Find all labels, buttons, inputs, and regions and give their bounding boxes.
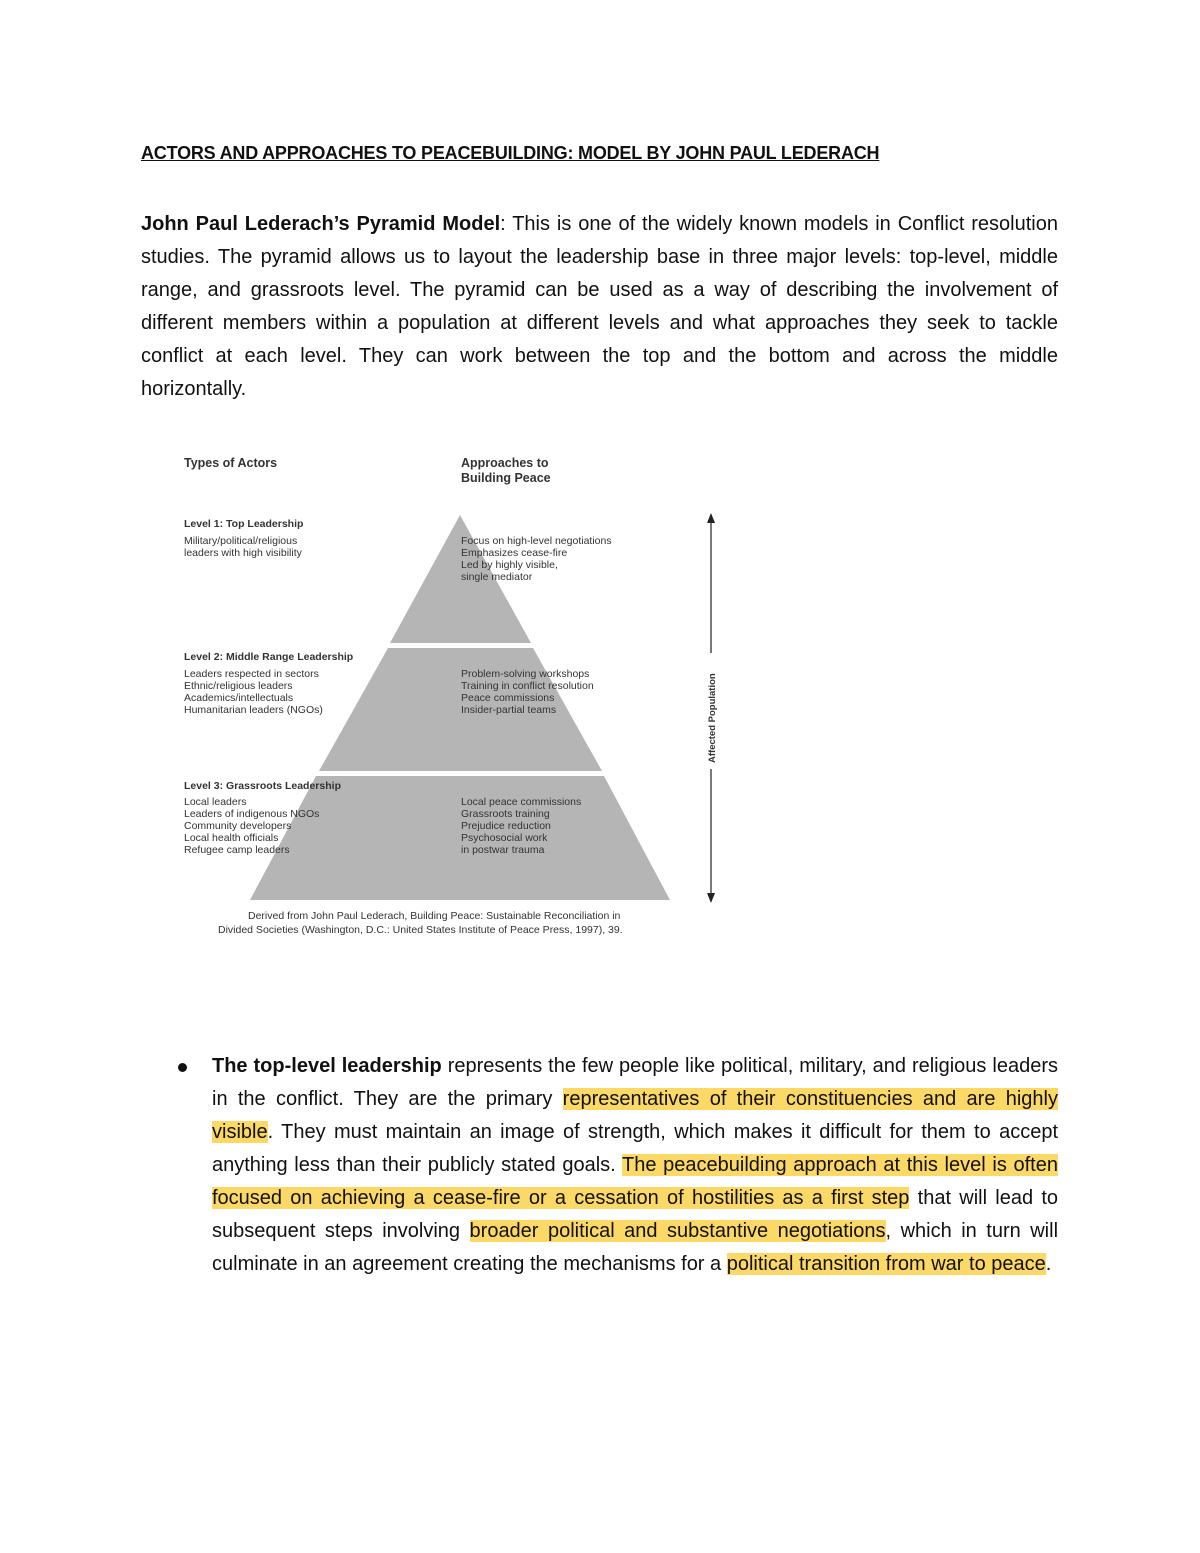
intro-text: : This is one of the widely known models in Conflict resolution studies. The pyramid allows us to layout the leadership base in three major levels: top-level, middle range, and grassroots level. The pyramid can be used as a way of describing the involvement of different members within a population at different levels and what approaches they seek to tackle conflict at each level. They can work between the top and the bottom and across the middle horizontally. bbox=[141, 213, 1058, 400]
bullet-text: , which in turn will culminate in an agreement creating the mechanisms for a bbox=[212, 1220, 1059, 1275]
highlighted-text: political transition from war to peace bbox=[726, 1253, 1046, 1275]
level3-approach: Psychosocial work bbox=[461, 832, 548, 844]
level3-approach: Grassroots training bbox=[461, 808, 550, 820]
level3-actor: Refugee camp leaders bbox=[184, 844, 290, 856]
level2-title: Level 2: Middle Range Leadership bbox=[184, 651, 354, 663]
level2-actor: Academics/intellectuals bbox=[184, 692, 294, 704]
level3-title: Level 3: Grassroots Leadership bbox=[184, 780, 341, 792]
axis-label: Affected Population bbox=[707, 673, 718, 763]
bullet-lead: The top-level leadership bbox=[212, 1055, 442, 1077]
level3-actor: Local health officials bbox=[184, 832, 279, 844]
level3-actor: Community developers bbox=[184, 820, 292, 832]
highlighted-text: representatives of their constituencies and are highly visible bbox=[212, 1088, 1058, 1143]
lederach-pyramid-figure bbox=[170, 445, 730, 945]
level3-approach: in postwar trauma bbox=[461, 844, 545, 856]
level1-title: Level 1: Top Leadership bbox=[184, 518, 304, 530]
level1-approach: Focus on high-level negotiations bbox=[461, 535, 612, 547]
actors-header: Types of Actors bbox=[184, 456, 278, 470]
level2-actor: Leaders respected in sectors bbox=[184, 668, 319, 680]
level2-approach: Problem-solving workshops bbox=[461, 668, 590, 680]
figure-caption-line1: Derived from John Paul Lederach, Building Peace: Sustainable Reconciliation in bbox=[248, 910, 621, 922]
level2-approach: Insider-partial teams bbox=[461, 704, 557, 716]
level3-actor: Leaders of indigenous NGOs bbox=[184, 808, 320, 820]
level1-actor: Military/political/religious bbox=[184, 535, 298, 547]
bullet-text: . bbox=[1045, 1253, 1052, 1275]
axis-arrow-down-icon bbox=[707, 893, 715, 903]
bullet-icon bbox=[178, 1063, 187, 1072]
level2-approach: Peace commissions bbox=[461, 692, 555, 704]
figure-caption-line2: Divided Societies (Washington, D.C.: United States Institute of Peace Press, 1997), 39. bbox=[218, 924, 623, 936]
level1-actor: leaders with high visibility bbox=[184, 547, 302, 559]
bullet-list bbox=[170, 1050, 1058, 1281]
level2-actor: Ethnic/religious leaders bbox=[184, 680, 293, 692]
level2-approach: Training in conflict resolution bbox=[461, 680, 594, 692]
highlighted-text: broader political and substantive negotiations bbox=[469, 1220, 886, 1242]
page-title: ACTORS AND APPROACHES TO PEACEBUILDING: MODEL BY JOHN PAUL LEDERACH bbox=[141, 143, 880, 163]
level3-approach: Prejudice reduction bbox=[461, 820, 551, 832]
approaches-header-line1: Approaches to bbox=[461, 456, 549, 470]
bullet-text: that will lead to subsequent steps involving bbox=[212, 1187, 1058, 1242]
level3-actor: Local leaders bbox=[184, 796, 247, 808]
pyramid-tier-bottom bbox=[250, 776, 670, 900]
level3-approach: Local peace commissions bbox=[461, 796, 582, 808]
intro-paragraph bbox=[141, 208, 1058, 406]
bullet-text: . They must maintain an image of strength, which makes it difficult for them to accept anything less than their publicly stated goals. bbox=[212, 1121, 1058, 1176]
axis-arrow-up-icon bbox=[707, 513, 715, 523]
level2-actor: Humanitarian leaders (NGOs) bbox=[184, 704, 323, 716]
level1-approach: single mediator bbox=[461, 571, 533, 583]
level1-approach: Emphasizes cease-fire bbox=[461, 547, 568, 559]
level1-approach: Led by highly visible, bbox=[461, 559, 558, 571]
bullet-text: represents the few people like political, military, and religious leaders in the conflict. They are the primary bbox=[212, 1055, 1058, 1110]
highlighted-text: The peacebuilding approach at this level is often focused on achieving a cease-fire or a cessation of hostilities as a first step bbox=[212, 1154, 1058, 1209]
list-item bbox=[170, 1050, 1058, 1281]
intro-lead: John Paul Lederach’s Pyramid Model bbox=[141, 213, 501, 235]
approaches-header-line2: Building Peace bbox=[461, 471, 551, 485]
